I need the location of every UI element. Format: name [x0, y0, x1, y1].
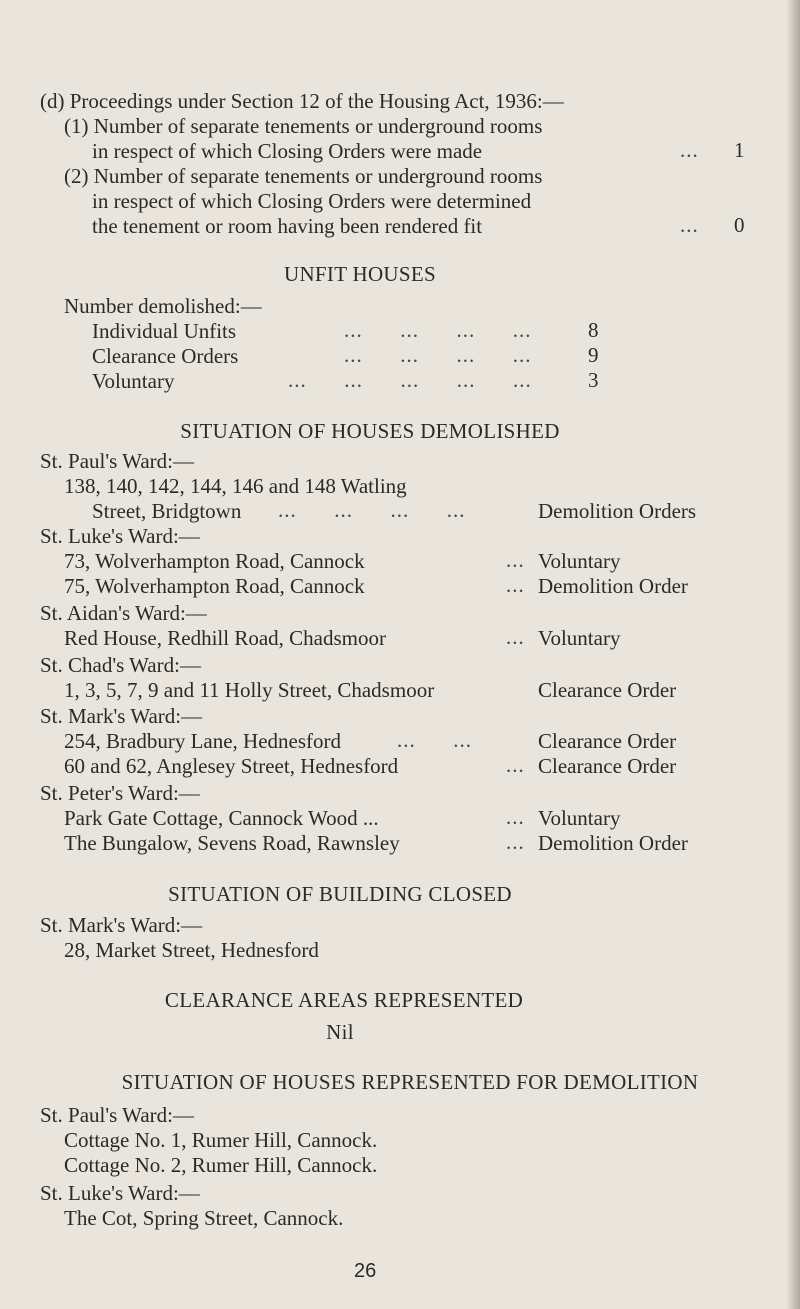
demolished-entry: 1, 3, 5, 7, 9 and 11 Holly Street, Chadsmoor — [64, 678, 435, 702]
demolished-entry: 60 and 62, Anglesey Street, Hednesford — [64, 754, 399, 778]
page-edge-shadow — [786, 0, 800, 1309]
represented-entry: Cottage No. 2, Rumer Hill, Cannock. — [64, 1153, 378, 1177]
demolished-entry-status: Demolition Order — [538, 574, 688, 598]
demolished-entry-dots: ... — [506, 548, 525, 572]
demolished-entry-status: Voluntary — [538, 806, 621, 830]
item-1-line-2: in respect of which Closing Orders were made — [92, 139, 483, 163]
demolished-entry-dots: ... — [506, 753, 525, 777]
item-2-line-3: the tenement or room having been rendered fit — [92, 214, 483, 238]
demolished-entry: Park Gate Cottage, Cannock Wood ... — [64, 806, 379, 830]
item-1-value: 1 — [734, 138, 745, 162]
demolished-entry-line-2: Street, Bridgtown — [92, 499, 242, 523]
clearance-areas-title: CLEARANCE AREAS REPRESENTED — [164, 988, 524, 1012]
demolished-entry-status: Demolition Orders — [538, 499, 697, 523]
demolished-entry-status: Clearance Order — [538, 729, 677, 753]
ward-heading: St. Chad's Ward:— — [40, 653, 201, 677]
unfit-row-label: Individual Unfits — [92, 319, 237, 343]
unfit-houses-title: UNFIT HOUSES — [284, 262, 436, 286]
demolished-entry-status: Clearance Order — [538, 754, 677, 778]
item-2-line-1: (2) Number of separate tenements or underground rooms — [64, 164, 543, 188]
demolished-entry-dots: ... ... — [397, 728, 472, 752]
demolished-entry-dots: ... ... ... ... — [278, 498, 466, 522]
demolished-entry-dots: ... — [506, 625, 525, 649]
unfit-row-label: Clearance Orders — [92, 344, 239, 368]
demolished-entry-status: Clearance Order — [538, 678, 677, 702]
closed-entry: 28, Market Street, Hednesford — [64, 938, 319, 962]
unfit-row-value: 9 — [588, 343, 599, 367]
demolished-entry: The Bungalow, Sevens Road, Rawnsley — [64, 831, 400, 855]
ward-heading: St. Aidan's Ward:— — [40, 601, 207, 625]
section-d-heading: (d) Proceedings under Section 12 of the Housing Act, 1936:— — [40, 89, 564, 113]
unfit-intro: Number demolished:— — [64, 294, 262, 318]
demolished-title: SITUATION OF HOUSES DEMOLISHED — [180, 419, 560, 443]
unfit-row-dots: ... ... ... ... ... — [288, 368, 532, 392]
unfit-row-value: 8 — [588, 318, 599, 342]
represented-entry: Cottage No. 1, Rumer Hill, Cannock. — [64, 1128, 378, 1152]
demolished-entry-status: Voluntary — [538, 549, 621, 573]
unfit-row-dots: ... ... ... ... — [344, 343, 532, 367]
demolished-entry: 73, Wolverhampton Road, Cannock — [64, 549, 365, 573]
item-1-line-1: (1) Number of separate tenements or underground rooms — [64, 114, 543, 138]
item-2-value: 0 — [734, 213, 745, 237]
ward-heading: St. Luke's Ward:— — [40, 1181, 200, 1205]
demolished-entry: 254, Bradbury Lane, Hednesford — [64, 729, 341, 753]
ward-heading: St. Luke's Ward:— — [40, 524, 200, 548]
demolished-entry-status: Voluntary — [538, 626, 621, 650]
ward-heading: St. Peter's Ward:— — [40, 781, 200, 805]
ward-heading: St. Mark's Ward:— — [40, 913, 203, 937]
represented-title: SITUATION OF HOUSES REPRESENTED FOR DEMOLITION — [121, 1070, 699, 1094]
building-closed-title: SITUATION OF BUILDING CLOSED — [168, 882, 512, 906]
unfit-row-label: Voluntary — [92, 369, 175, 393]
demolished-entry-line-1: 138, 140, 142, 144, 146 and 148 Watling — [64, 474, 407, 498]
item-2-dots: ... — [680, 213, 699, 237]
unfit-row-value: 3 — [588, 368, 599, 392]
unfit-row-dots: ... ... ... ... — [344, 318, 532, 342]
demolished-entry: 75, Wolverhampton Road, Cannock — [64, 574, 365, 598]
demolished-entry-status: Demolition Order — [538, 831, 688, 855]
ward-heading: St. Paul's Ward:— — [40, 1103, 194, 1127]
ward-heading: St. Paul's Ward:— — [40, 449, 194, 473]
demolished-entry-dots: ... — [506, 805, 525, 829]
demolished-entry-dots: ... — [506, 573, 525, 597]
demolished-entry: Red House, Redhill Road, Chadsmoor — [64, 626, 386, 650]
represented-entry: The Cot, Spring Street, Cannock. — [64, 1206, 344, 1230]
item-1-dots: ... — [680, 138, 699, 162]
clearance-areas-value: Nil — [326, 1020, 354, 1044]
ward-heading: St. Mark's Ward:— — [40, 704, 203, 728]
demolished-entry-dots: ... — [506, 830, 525, 854]
page-number: 26 — [354, 1260, 377, 1282]
item-2-line-2: in respect of which Closing Orders were determined — [92, 189, 532, 213]
